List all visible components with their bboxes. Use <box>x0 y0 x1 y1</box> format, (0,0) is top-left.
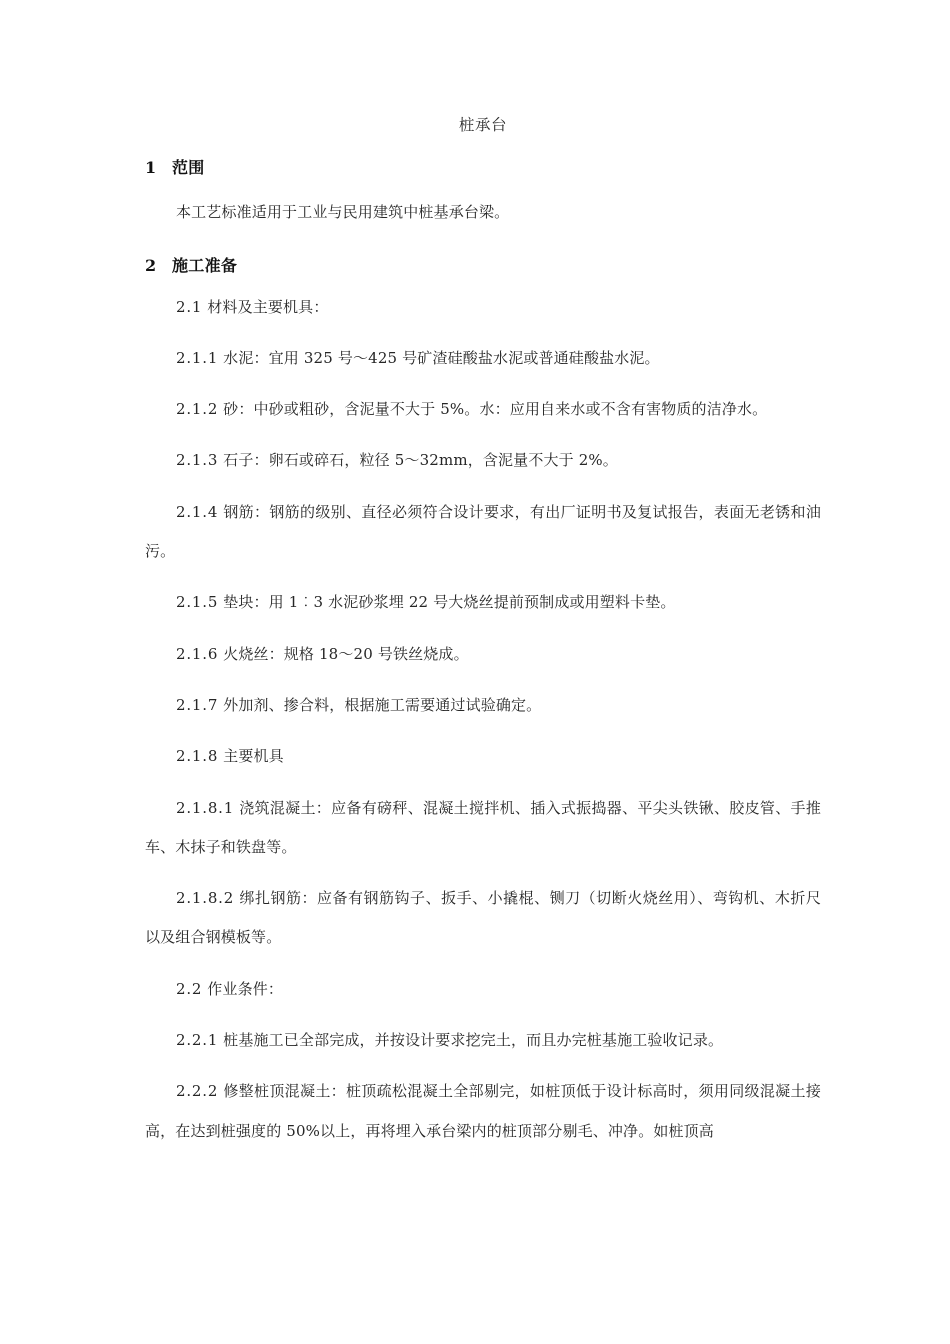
clause-number-2-1-1: 2.1.1 <box>176 348 219 367</box>
paragraph-2-2 <box>145 958 821 1009</box>
paragraph-2-1 <box>145 276 821 327</box>
clause-text-2-1-8-1: 浇筑混凝土：应备有磅秤、混凝土搅拌机、插入式振捣器、平尖头铁锹、胶皮管、手推车、木抹子和铁盘等。 <box>145 798 821 856</box>
clause-text-2-2-2: 修整桩顶混凝土：桩顶疏松混凝土全部剔完，如桩顶低于设计标高时，须用同级混凝土接高，在达到桩强度的 50%以上，再将埋入承台梁内的桩顶部分剔毛、冲净。如桩顶高 <box>145 1082 821 1140</box>
paragraph-2-1-5 <box>145 571 821 622</box>
clause-number-2-1-5: 2.1.5 <box>176 593 219 612</box>
document-content <box>145 0 821 1151</box>
clause-text-2-1-2: 砂：中砂或粗砂，含泥量不大于 5%。水：应用自来水或不含有害物质的洁净水。 <box>223 400 768 419</box>
paragraph-2-1-2 <box>145 378 821 429</box>
paragraph-2-1-1 <box>145 327 821 378</box>
section-heading-2 <box>145 232 821 275</box>
page-title: 桩承台 <box>458 116 508 134</box>
clause-number-2-1-6: 2.1.6 <box>176 644 219 663</box>
paragraph-2-1-8 <box>145 725 821 776</box>
clause-text-2-1-1: 水泥：宜用 325 号～425 号矿渣硅酸盐水泥或普通硅酸盐水泥。 <box>223 348 660 367</box>
paragraph-scope-body: 本工艺标准适用于工业与民用建筑中桩基承台梁。 <box>176 202 510 221</box>
clause-text-2-1-4: 钢筋：钢筋的级别、直径必须符合设计要求，有出厂证明书及复试报告，表面无老锈和油污。 <box>145 502 821 561</box>
clause-number-2-1-3: 2.1.3 <box>176 451 219 470</box>
paragraph-2-1-8-2 <box>145 867 821 958</box>
clause-text-2-1: 材料及主要机具： <box>207 297 329 316</box>
clause-number-2-1-8-1: 2.1.8.1 <box>176 798 235 817</box>
paragraph-2-1-4 <box>145 481 821 572</box>
paragraph-2-1-6 <box>145 623 821 674</box>
section-number-2: 2 <box>145 256 157 276</box>
clause-text-2-1-7: 外加剂、掺合料，根据施工需要通过试验确定。 <box>223 695 542 714</box>
clause-number-2-2-1: 2.2.1 <box>176 1031 219 1050</box>
paragraph-2-2-2 <box>145 1060 821 1151</box>
section-number-1: 1 <box>145 157 157 177</box>
clause-text-2-1-6: 火烧丝：规格 18～20 号铁丝烧成。 <box>223 644 469 663</box>
section-title-1: 范围 <box>172 157 205 177</box>
clause-text-2-2: 作业条件： <box>207 979 284 998</box>
clause-text-2-1-3: 石子：卵石或碎石，粒径 5～32mm，含泥量不大于 2%。 <box>223 451 618 470</box>
clause-number-2-1-2: 2.1.2 <box>176 400 219 419</box>
paragraph-2-1-7 <box>145 674 821 725</box>
paragraph-2-2-1 <box>145 1009 821 1060</box>
paragraph-2-1-3 <box>145 429 821 480</box>
clause-number-2-2: 2.2 <box>176 979 203 998</box>
clause-number-2-1-8: 2.1.8 <box>176 747 219 766</box>
clause-text-2-1-8-2: 绑扎钢筋：应备有钢筋钩子、扳手、小撬棍、铡刀（切断火烧丝用）、弯钩机、木折尺以及组合钢模板等。 <box>145 889 821 947</box>
section-heading-1 <box>145 134 821 177</box>
clause-number-2-1-8-2: 2.1.8.2 <box>176 889 235 908</box>
clause-number-2-1-4: 2.1.4 <box>176 502 219 521</box>
clause-number-2-1-7: 2.1.7 <box>176 695 219 714</box>
clause-number-2-1: 2.1 <box>176 297 203 316</box>
clause-text-2-1-5: 垫块：用 1︰3 水泥砂浆埋 22 号大烧丝提前预制成或用塑料卡垫。 <box>223 593 676 612</box>
paragraph-2-1-8-1 <box>145 777 821 868</box>
clause-number-2-2-2: 2.2.2 <box>176 1082 219 1101</box>
clause-text-2-2-1: 桩基施工已全部完成，并按设计要求挖完土，而且办完桩基施工验收记录。 <box>223 1031 724 1050</box>
clause-text-2-1-8: 主要机具 <box>223 747 284 766</box>
section-title-2: 施工准备 <box>172 256 238 276</box>
